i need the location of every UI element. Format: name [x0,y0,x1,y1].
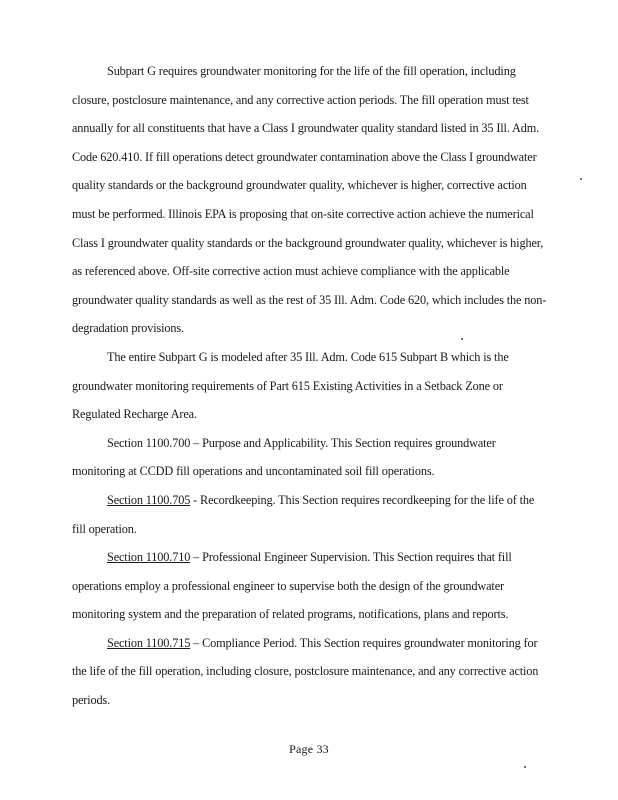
body-text [72,57,550,715]
paragraph-text: – Professional Engineer Supervision. This Section requires that fill operations employ a professional engineer to supervise both the design of the groundwater monitoring system and the preparation of related programs, notifications, plans and reports. [72,550,512,622]
scan-speck [580,178,582,180]
paragraph-text: Subpart G requires groundwater monitoring for the life of the fill operation, including closure, postclosure maintenance, and any corrective action periods. The fill operation must test annually for all constituents that have a Class I groundwater quality standard listed in 35 Ill. Adm. Code 620.410. If fill operations detect groundwater contamination above the Class I groundwater quality standards or the background groundwater quality, whichever is higher, corrective action must be performed. Illinois EPA is proposing that on-site corrective action achieve the numerical Class I groundwater quality standards or the background groundwater quality, whichever is higher, as referenced above. Off-site corrective action must achieve compliance with the applicable groundwater quality standards as well as the rest of 35 Ill. Adm. Code 620, which includes the non-degradation provisions. [72,64,547,336]
paragraph-section-710 [72,543,550,629]
paragraph-text: Section 1100.700 – Purpose and Applicability. This Section requires groundwater monitoring at CCDD fill operations and uncontaminated soil fill operations. [72,435,496,479]
paragraph-subpart-g-model [72,343,550,429]
paragraph-text: - Recordkeeping. This Section requires recordkeeping for the life of the fill operation. [72,492,535,536]
section-number: Section 1100.705 [107,492,191,507]
paragraph-section-700 [72,429,550,486]
paragraph-text: The entire Subpart G is modeled after 35 Ill. Adm. Code 615 Subpart B which is the groundwater monitoring requirements of Part 615 Existing Activities in a Setback Zone or Regulated Recharge Area. [72,349,509,422]
page-number: Page 33 [289,742,329,756]
paragraph-text: – Compliance Period. This Section requires groundwater monitoring for the life of the fill operation, including closure, postclosure maintenance, and any corrective action periods. [72,635,539,708]
section-number: Section 1100.710 [107,550,191,565]
paragraph-subpart-g-overview [72,57,550,343]
scan-speck [524,766,526,768]
section-number: Section 1100.715 [107,635,191,650]
scan-speck [461,338,463,340]
paragraph-section-715 [72,629,550,715]
paragraph-section-705 [72,486,550,543]
